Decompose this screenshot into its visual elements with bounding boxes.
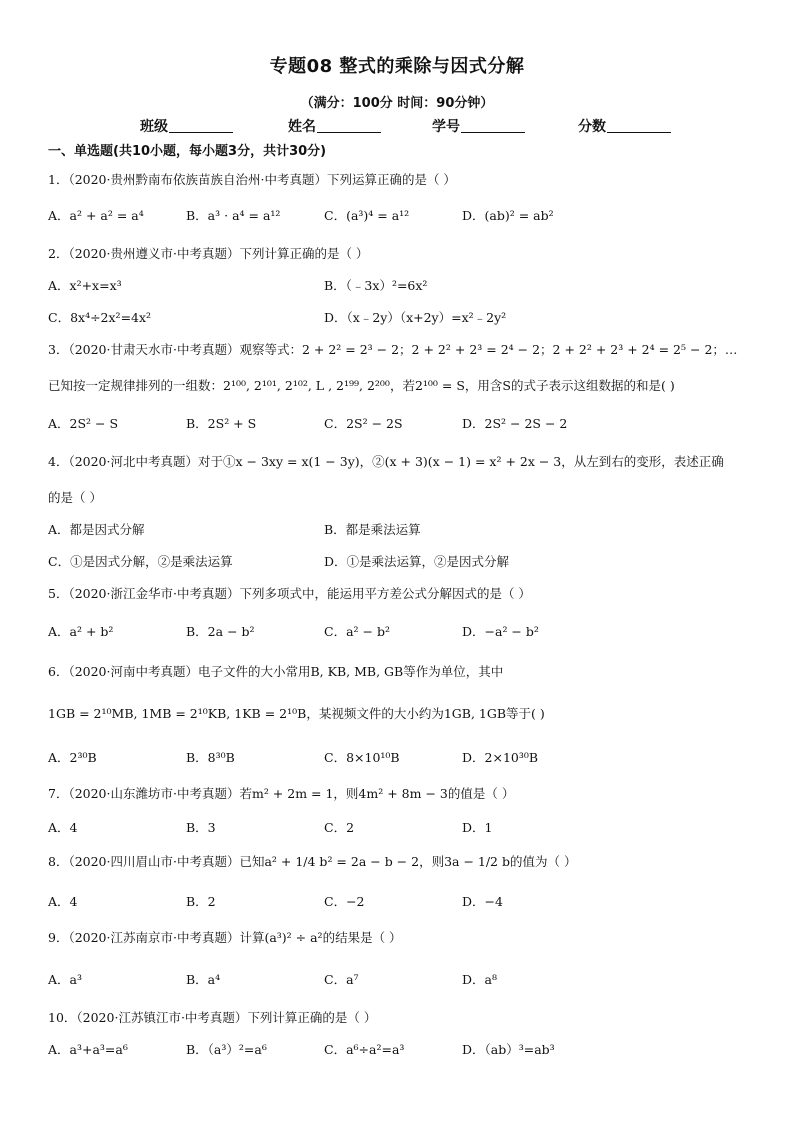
question-4-option-d[interactable]: D．①是乘法运算，②是因式分解 bbox=[324, 554, 510, 569]
question-5-option-a[interactable]: A．a² + b² bbox=[48, 624, 114, 639]
question-6-option-c[interactable]: C．8×10¹⁰B bbox=[324, 750, 400, 765]
question-5-option-d[interactable]: D．−a² − b² bbox=[462, 624, 539, 639]
question-10-option-b[interactable]: B．（a³）²=a⁶ bbox=[186, 1042, 267, 1057]
question-1-option-c[interactable]: C．(a³)⁴ = a¹² bbox=[324, 208, 410, 223]
student-id-field[interactable] bbox=[432, 116, 525, 136]
question-9-option-a[interactable]: A．a³ bbox=[48, 972, 82, 987]
question-6-option-b[interactable]: B．8³⁰B bbox=[186, 750, 235, 765]
question-10-option-d[interactable]: D．（ab）³=ab³ bbox=[462, 1042, 555, 1057]
question-4-stem: 4．（2020·河北中考真题）对于①x − 3xy = x(1 − 3y)，②(x + 3)(x − 1) = x² + 2x − 3，从左到右的变形，表述正确 bbox=[48, 454, 724, 469]
question-7-option-a[interactable]: A．4 bbox=[48, 820, 78, 835]
class-blank[interactable] bbox=[169, 118, 233, 133]
question-1-option-a[interactable]: A．a² + a² = a⁴ bbox=[48, 208, 144, 223]
question-8-option-c[interactable]: C．−2 bbox=[324, 894, 365, 909]
question-4-option-c[interactable]: C．①是因式分解，②是乘法运算 bbox=[48, 554, 233, 569]
question-9-stem: 9．（2020·江苏南京市·中考真题）计算(a³)² ÷ a²的结果是（ ） bbox=[48, 930, 402, 945]
question-4-option-a[interactable]: A．都是因式分解 bbox=[48, 522, 145, 537]
question-8-option-a[interactable]: A．4 bbox=[48, 894, 78, 909]
question-6-option-a[interactable]: A．2³⁰B bbox=[48, 750, 97, 765]
question-7-option-b[interactable]: B．3 bbox=[186, 820, 216, 835]
question-3-option-a[interactable]: A．2S² − S bbox=[48, 416, 119, 431]
question-6-option-d[interactable]: D．2×10³⁰B bbox=[462, 750, 539, 765]
question-9-option-c[interactable]: C．a⁷ bbox=[324, 972, 359, 987]
question-2-option-b[interactable]: B．（﹣3x）²=6x² bbox=[324, 278, 428, 293]
student-id-blank[interactable] bbox=[461, 118, 525, 133]
question-7-option-d[interactable]: D．1 bbox=[462, 820, 493, 835]
question-3-option-c[interactable]: C．2S² − 2S bbox=[324, 416, 403, 431]
question-7-stem: 7．（2020·山东潍坊市·中考真题）若m² + 2m = 1，则4m² + 8m − 3的值是（ ） bbox=[48, 786, 515, 801]
question-2-option-d[interactable]: D．（x﹣2y）（x+2y）=x²﹣2y² bbox=[324, 310, 507, 325]
page-title: 专题08 整式的乘除与因式分解 bbox=[269, 56, 525, 77]
question-6-stem: 6．（2020·河南中考真题）电子文件的大小常用B, KB, MB, GB等作为单位，其中 bbox=[48, 664, 504, 679]
question-2-option-a[interactable]: A．x²+x=x³ bbox=[48, 278, 122, 293]
question-3-stem: 3．（2020·甘肃天水市·中考真题）观察等式：2 + 2² = 2³ − 2；2 + 2² + 2³ = 2⁴ − 2；2 + 2² + 2³ + 2⁴ = 2⁵ − 2；… bbox=[48, 342, 738, 357]
question-7-option-c[interactable]: C．2 bbox=[324, 820, 355, 835]
question-3-option-b[interactable]: B．2S² + S bbox=[186, 416, 257, 431]
name-label: 姓名 bbox=[288, 119, 316, 135]
question-6-stem-continued: 1GB = 2¹⁰MB, 1MB = 2¹⁰KB, 1KB = 2¹⁰B，某视频文件的大小约为1GB, 1GB等于( ) bbox=[48, 706, 545, 721]
question-2-option-c[interactable]: C．8x⁴÷2x²=4x² bbox=[48, 310, 152, 325]
question-1-option-b[interactable]: B．a³ · a⁴ = a¹² bbox=[186, 208, 281, 223]
student-id-label: 学号 bbox=[432, 119, 460, 135]
question-3-stem-continued: 已知按一定规律排列的一组数：2¹⁰⁰, 2¹⁰¹, 2¹⁰², L , 2¹⁹⁹, 2²⁰⁰，若2¹⁰⁰ = S，用含S的式子表示这组数据的和是( ) bbox=[48, 378, 675, 393]
question-9-option-d[interactable]: D．a⁸ bbox=[462, 972, 497, 987]
question-10-option-c[interactable]: C．a⁶÷a²=a³ bbox=[324, 1042, 405, 1057]
question-5-stem: 5．（2020·浙江金华市·中考真题）下列多项式中，能运用平方差公式分解因式的是（ ） bbox=[48, 586, 531, 601]
question-5-option-c[interactable]: C．a² − b² bbox=[324, 624, 390, 639]
question-8-option-b[interactable]: B．2 bbox=[186, 894, 216, 909]
question-10-stem: 10．（2020·江苏镇江市·中考真题）下列计算正确的是（ ） bbox=[48, 1010, 377, 1025]
question-1-stem: 1．（2020·贵州黔南布依族苗族自治州·中考真题）下列运算正确的是（ ） bbox=[48, 172, 456, 187]
question-3-option-d[interactable]: D．2S² − 2S − 2 bbox=[462, 416, 568, 431]
class-label: 班级 bbox=[140, 119, 168, 135]
class-field[interactable] bbox=[140, 116, 233, 136]
section-title: 一、单选题(共10小题，每小题3分，共计30分) bbox=[48, 144, 327, 159]
question-2-stem: 2．（2020·贵州遵义市·中考真题）下列计算正确的是（ ） bbox=[48, 246, 369, 261]
name-blank[interactable] bbox=[317, 118, 381, 133]
exam-subtitle: （满分：100分 时间：90分钟） bbox=[300, 96, 494, 111]
question-1-option-d[interactable]: D．(ab)² = ab² bbox=[462, 208, 554, 223]
question-4-option-b[interactable]: B．都是乘法运算 bbox=[324, 522, 421, 537]
score-label: 分数 bbox=[578, 119, 606, 135]
question-10-option-a[interactable]: A．a³+a³=a⁶ bbox=[48, 1042, 128, 1057]
question-8-option-d[interactable]: D．−4 bbox=[462, 894, 503, 909]
student-info-row bbox=[140, 116, 700, 136]
question-5-option-b[interactable]: B．2a − b² bbox=[186, 624, 255, 639]
question-8-stem: 8．（2020·四川眉山市·中考真题）已知a² + 1/4 b² = 2a − b − 2，则3a − 1/2 b的值为（ ） bbox=[48, 854, 577, 869]
score-blank[interactable] bbox=[607, 118, 671, 133]
question-9-option-b[interactable]: B．a⁴ bbox=[186, 972, 221, 987]
score-field[interactable] bbox=[578, 116, 671, 136]
question-4-stem-continued: 的是（ ） bbox=[48, 490, 102, 505]
name-field[interactable] bbox=[288, 116, 381, 136]
